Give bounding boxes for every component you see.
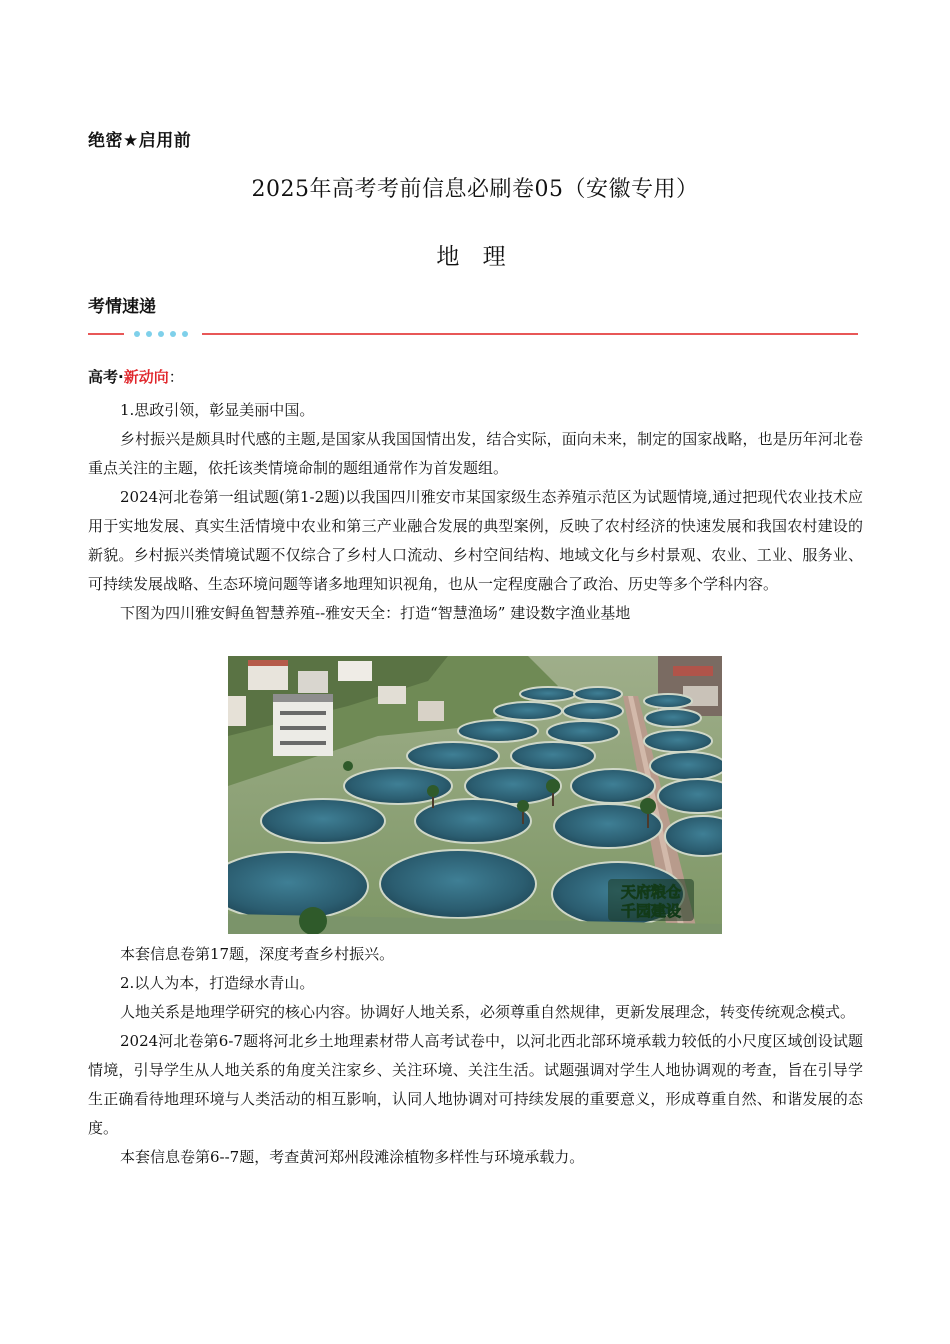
watermark-line2: 千园建设 (620, 902, 682, 920)
section-divider (88, 326, 858, 342)
news-heading (88, 366, 184, 387)
fish-farm-photo (228, 656, 722, 934)
paragraph: 乡村振兴是颇具时代感的主题,是国家从我国国情出发，结合实际，面向未来，制定的国家战略，也是历年河北卷重点关注的主题，依托该类情境命制的题组通常作为首发题组。 (88, 430, 863, 477)
watermark-line1: 天府粮仓 (620, 883, 682, 901)
paragraph: 2.以人为本，打造绿水青山。 (120, 974, 315, 992)
closing-paragraphs (88, 940, 863, 1172)
news-prefix: 高考· (88, 368, 124, 386)
news-highlight: 新动向 (123, 368, 169, 386)
divider-dot (158, 331, 164, 337)
paragraph: 本套信息卷第6--7题，考查黄河郑州段滩涂植物多样性与环境承载力。 (120, 1148, 585, 1166)
divider-dots (134, 329, 188, 339)
divider-dot (134, 331, 140, 337)
divider-dot (146, 331, 152, 337)
divider-line-left (88, 333, 124, 335)
image-caption: 下图为四川雅安鲟鱼智慧养殖--雅安天全：打造“智慧渔场” 建设数字渔业基地 (120, 604, 631, 622)
paragraph: 1.思政引领，彰显美丽中国。 (120, 401, 315, 419)
divider-dot (170, 331, 176, 337)
news-colon: ： (168, 368, 184, 386)
intro-paragraphs (88, 396, 863, 628)
subject-title: 地 理 (436, 244, 514, 270)
secret-label: 绝密★启用前 (88, 131, 192, 151)
paragraph: 2024河北卷第一组试题(第1-2题)以我国四川雅安市某国家级生态养殖示范区为试题情境,通过把现代农业技术应用于实地发展、真实生活情境中农业和第三产业融合发展的典型案例，反映了农村经济的快速发展和我国农村建设的新貌。乡村振兴类情境试题不仅综合了乡村人口流动、乡村空间结构、地域文化与乡村景观、农业、工业、服务业、可持续发展战略、生态环境问题等诸多地理知识视角，也从一定程度融合了政治、历史等多个学科内容。 (88, 488, 863, 593)
divider-line-right (202, 333, 858, 335)
page-title: 2025年高考考前信息必刷卷05（安徽专用） (251, 177, 699, 202)
paragraph: 人地关系是地理学研究的核心内容。协调好人地关系，必须尊重自然规律，更新发展理念，转变传统观念模式。 (120, 1003, 856, 1021)
section-heading: 考情速递 (88, 297, 156, 317)
paragraph: 2024河北卷第6-7题将河北乡土地理素材带人高考试卷中，以河北西北部环境承载力较低的小尺度区域创设试题情境，引导学生从人地关系的角度关注家乡、关注环境、关注生活。试题强调对学生人地协调观的考查，旨在引导学生正确看待地理环境与人类活动的相互影响，认同人地协调对可持续发展的重要意义，形成尊重自然、和谐发展的态度。 (88, 1032, 863, 1137)
paragraph: 本套信息卷第17题，深度考查乡村振兴。 (120, 945, 395, 963)
divider-dot (182, 331, 188, 337)
